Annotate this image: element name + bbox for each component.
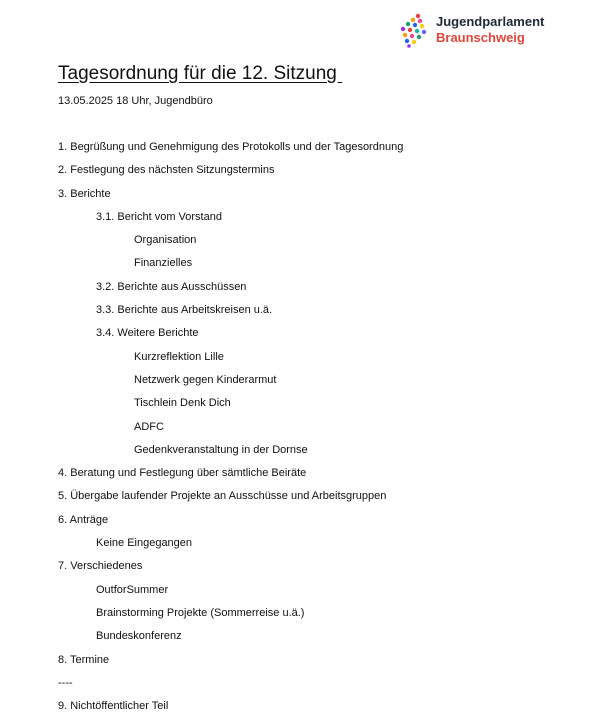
logo [398,12,544,48]
agenda-item: 6. Anträge [58,513,109,526]
agenda-list [0,140,600,722]
agenda-subsubitem: ADFC [134,420,164,433]
agenda-subsubitem: Gedenkveranstaltung in der Dornse [134,443,308,456]
agenda-subsubitem: Kurzreflektion Lille [134,350,224,363]
agenda-item: 2. Festlegung des nächsten Sitzungstermins [58,164,275,177]
agenda-separator: ---- [58,676,73,689]
logo-line-braunschweig: Braunschweig [436,30,525,45]
agenda-subitem: 3.2. Berichte aus Ausschüssen [96,280,247,293]
agenda-subitem: Keine Eingegangen [96,537,193,550]
agenda-item: 5. Übergabe laufender Projekte an Ausschüsse und Arbeitsgruppen [58,490,387,503]
agenda-item: 3. Berichte [58,187,111,200]
agenda-subitem: Brainstorming Projekte (Sommerreise u.ä.) [96,606,305,619]
agenda-subsubitem: Netzwerk gegen Kinderarmut [134,373,277,386]
agenda-subitem: 3.3. Berichte aus Arbeitskreisen u.ä. [96,304,273,317]
agenda-item: 4. Beratung und Festlegung über sämtliche Beiräte [58,467,307,480]
meeting-date-location: 13.05.2025 18 Uhr, Jugendbüro [58,95,213,107]
logo-text [436,14,544,46]
agenda-subsubitem: Finanzielles [134,257,193,270]
page-title: Tagesordnung für die 12. Sitzung [58,63,343,84]
agenda-subsubitem: Organisation [134,234,197,247]
agenda-subitem: OutforSummer [96,583,169,596]
dotted-logo-icon [398,12,428,48]
agenda-item: 8. Termine [58,653,110,666]
agenda-subitem: 3.1. Bericht vom Vorstand [96,210,222,223]
logo-line-jugendparlament: Jugendparlament [436,14,545,29]
agenda-subsubitem: Tischlein Denk Dich [134,397,231,410]
agenda-subitem: Bundeskonferenz [96,630,182,643]
agenda-subitem: 3.4. Weitere Berichte [96,327,199,340]
agenda-item: 7. Verschiedenes [58,560,143,573]
agenda-item: 1. Begrüßung und Genehmigung des Protokolls und der Tagesordnung [58,141,404,153]
agenda-item: 9. Nichtöffentlicher Teil [58,700,169,713]
